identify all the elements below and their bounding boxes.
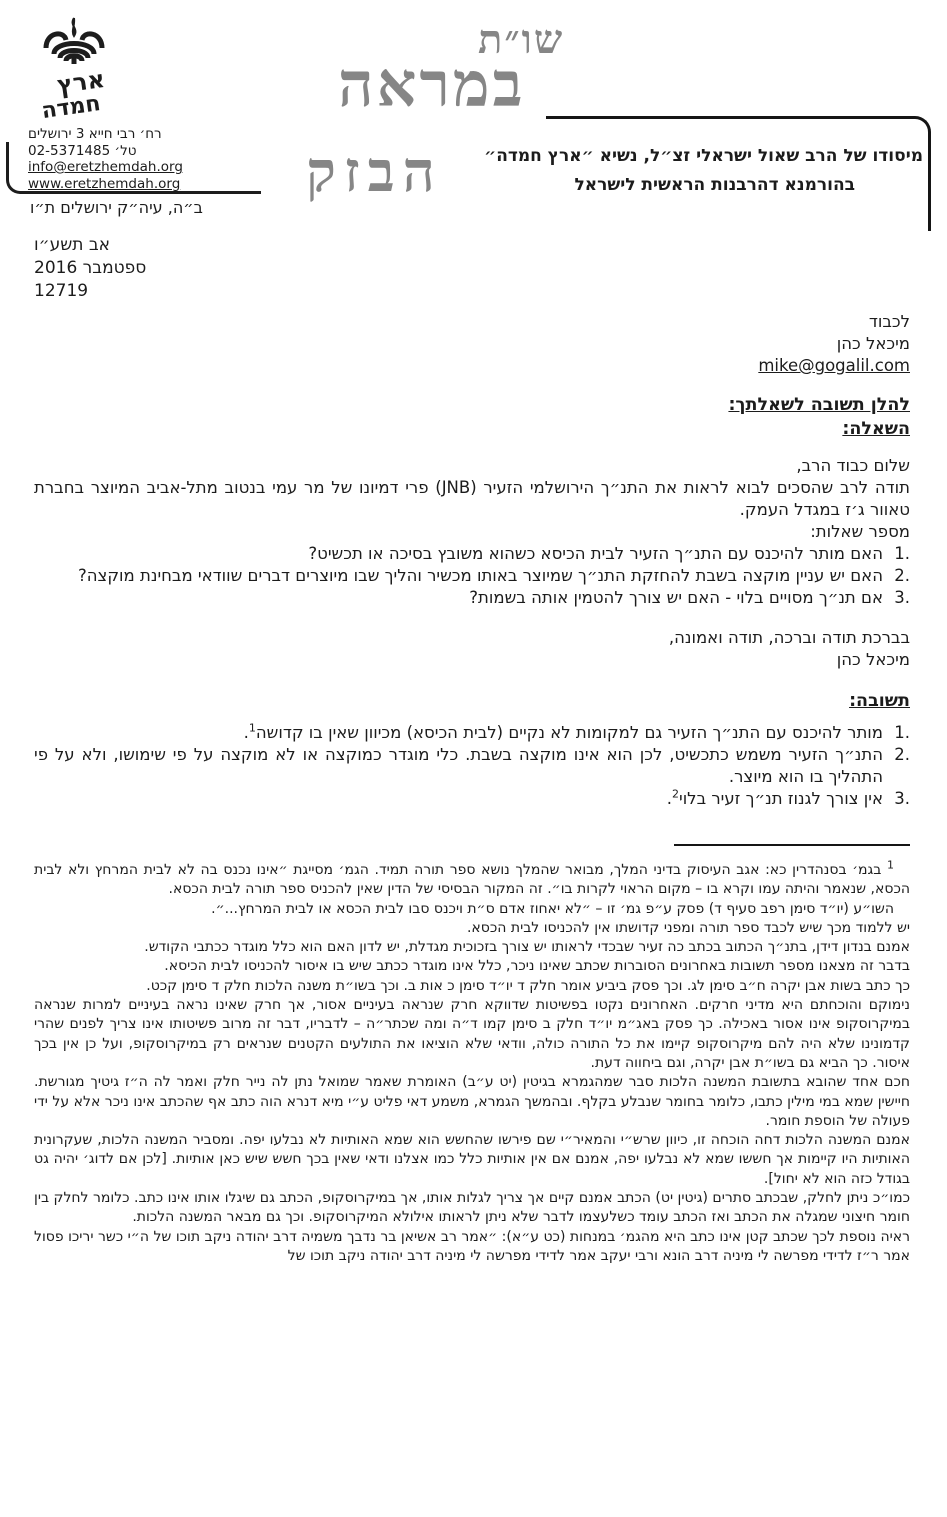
answer-item-text	[34, 744, 883, 788]
blessing-city-line: ב״ה, עיה״ק ירושלים ת״ו	[30, 198, 203, 217]
answer-item-body: מותר להיכנס עם התנ״ך הזעיר גם למקומות לא נקיים (לבית הכיסא) מכיוון שאין בו קדושה	[255, 723, 883, 742]
footnote-text: אמנם בנדון דידן, בתנ״ך הכתוב בכתב כה זעיר שבכדי לראותו יש צורך בזכוכית מגדלת, יש לדון האם הוא כלל מוגדר ככתבי הקודש.	[144, 939, 910, 956]
footnote-ref-1: 1	[248, 721, 256, 735]
menorah-flame-icon	[46, 18, 102, 64]
answer-item-body: התנ״ך הזעיר משמש כתכשיט, לכן הוא אינו מוקצה בשבת. כלי מוגדר כמוקצה או לא מוקצה על פי שימושו, ולא על פי התהליך בו הוא מיוצר.	[34, 745, 883, 786]
reference-number: 12719	[34, 281, 89, 301]
contact-block	[28, 126, 183, 192]
footnote-text: אמנם המשנה הלכות דחה הוכחה זו, כיוון שרש״י והמאיר״י שם פירשו שהחשש הוא שמא האותיות לא נבלעו יפה. ומסביר המשנה הלכות, שעקרונית האותיות היו קיימות אך חששו שמא לא נבלעו יפה, אמנם אם אין אותיות כלל כמו אצלנו ודאי שאין בכך חשש שיש כאן אותיות. [לכן אם לדוג׳ יהיה גט בגודל כזה הוא לא יחול].	[34, 1132, 910, 1187]
answer-item-text	[34, 788, 883, 810]
footnote-paragraph	[34, 938, 910, 957]
logo-text-bottom: חמדה	[40, 91, 103, 125]
question-item-number: 1.	[894, 544, 910, 563]
masthead-bracket-line	[546, 116, 931, 231]
recipient-email-link[interactable]: mike@gogalil.com	[758, 356, 910, 375]
footnote-text: כך כתב בשות אבן יקרה ח״ב סימן לג. וכך פסק ביביע אומר חלק ד יו״ד סימן כ אות ב. וכך בשו״ת משנה הלכות חלק ד סימן קכט.	[146, 977, 910, 994]
contact-email-link[interactable]: info@eretzhemdah.org	[28, 159, 183, 175]
question-closing: בברכת תודה וברכה, תודה ואמונה,	[668, 628, 910, 647]
answer-item	[34, 744, 910, 788]
answer-item-text	[34, 722, 883, 744]
answer-item-tail: .	[666, 789, 672, 808]
answer-item	[34, 722, 910, 744]
letter-body	[0, 234, 947, 1266]
masthead-subtitle-founder: מיסודו של הרב שאול ישראלי זצ״ל, נשיא ״ארץ חמדה״	[484, 146, 923, 166]
footnote-text: ראיה נוספת לכך שכתב קטן אינו כתב היא מהגמ׳ במנחות (כט ע״א): ״אמר רב אשיאן בר נדבך משמיה דרב יהודה ניקב תוכו של ה״י כשר יריכו פסול אמר ר״ז לדידי מפרשה לי מיניה דרב הונא ורבי יעקב אמר לדידי מפרשה לי מיניה דרב יהודה ניקב תוכו של	[34, 1228, 910, 1264]
footnote-ref-2: 2	[672, 787, 679, 801]
answer-item-number: 2.	[894, 745, 910, 764]
contact-website-link[interactable]: www.eretzhemdah.org	[28, 175, 181, 192]
footnote-paragraph	[34, 858, 910, 900]
reply-intro-heading: להלן תשובה לשאלתך:	[728, 395, 910, 415]
question-list	[34, 543, 910, 609]
contact-address: רח׳ רבי חייא 3 ירושלים	[28, 126, 162, 142]
question-intro-paragraph: תודה לרב שהסכים לבוא לראות את התנ״ך הירושלמי הזעיר (JNB) פרי דמיונו של מר עמי בנטוב מתל-אביב המיוצר בחברת טאוור ג׳ז במגדל העמק.	[34, 478, 910, 519]
recipient-name: מיכאל כהן	[836, 334, 910, 353]
question-heading: השאלה:	[842, 419, 910, 439]
answer-heading: תשובה:	[849, 691, 910, 711]
letterhead	[0, 0, 947, 232]
footnote-paragraph	[34, 957, 910, 976]
hebrew-date: אב תשע״ו	[34, 235, 111, 255]
gregorian-date: ספטמבר 2016	[34, 258, 147, 278]
answer-item	[34, 788, 910, 810]
recipient-honorific: לכבוד	[868, 312, 910, 331]
question-item	[34, 587, 910, 609]
date-block	[34, 234, 910, 303]
masthead-title-word2: במראה	[338, 48, 526, 121]
answer-item-tail: .	[243, 723, 249, 742]
masthead-title-word3: הבזק	[306, 139, 443, 205]
question-item-number: 2.	[894, 566, 910, 585]
answer-item-number: 3.	[894, 789, 910, 808]
footnote-marker-1: 1	[887, 858, 895, 872]
footnote-paragraph	[34, 996, 910, 1073]
eretz-hemdah-logo	[24, 14, 124, 126]
footnote-text: נימוקם והוכחתם היא מדיני חרקים. האחרונים נקטו בפשיטות שדווקא חרק שנראה בעיניים אסור, אך חרק שאינו נראה בעיניים למרות שנראה במיקרוסקופ אינו אסור באכילה. כך פסק באג״מ יו״ד חלק ב סימן קמו ד״ה ומה שכתר״ה – לדבריו, דבר זה מרוב פשיטותו אינו צריך לפנים שהרי קדמונינו שלא היה להם מיקרוסקופ קיימו את כל התורה כולה, וודאי שלא הוציאו את התולעים הקטנים שנראים רק במיקרוסקופ, ועל כן אין בכך איסור. כך הביא גם בשו״ת אבן יקרה, וגם ביחווה דעת.	[34, 997, 910, 1071]
question-item-number: 3.	[894, 588, 910, 607]
footnote-text: חכם אחד שהובא בתשובת המשנה הלכות סבר שמהגמרא בגיטין (יט ע״ב) האומרת שאמר שמואל נתן לה נייר חלק ואמר לה ה״ז גיטיך מגורשת. חיישין שמא במי מילין כתבו, כלומר בחומר שנבלע בקלף. ובהמשך הגמרא, משמע דאי פליט ע״י מיא דנרא הוה כתב אף שהכתב אינו ניכר אלא על ידי פעולה של הוספת חומר.	[34, 1074, 910, 1129]
answer-item-number: 1.	[894, 723, 910, 742]
footnote-paragraph	[34, 900, 910, 919]
answer-list	[34, 722, 910, 810]
question-list-intro: מספר שאלות:	[810, 522, 910, 541]
question-item-text: האם מותר להיכנס עם התנ״ך הזעיר לבית הכיסא כשהוא משובץ בסיכה או תכשיט?	[308, 544, 883, 563]
question-signature: מיכאל כהן	[836, 650, 910, 669]
footnote-paragraph	[34, 1228, 910, 1267]
contact-phone: טל׳ 02-5371485	[28, 142, 137, 159]
recipient-block	[34, 311, 910, 377]
question-item-text: האם יש עניין מוקצה בשבת להחזקת התנ״ך שמיוצר באותו מכשיר והליך שבו מיוצרים דברים שוודאי מבחינת מוקצה?	[78, 566, 883, 585]
footnotes-block	[34, 858, 910, 1266]
masthead-subtitle-authority: בהורמנא דהרבנות הראשית לישראל	[574, 175, 855, 195]
answer-item-body: אין צורך לגנוז תנ״ך זעיר בלוי	[679, 789, 883, 808]
footnote-paragraph	[34, 1073, 910, 1131]
question-greeting: שלום כבוד הרב,	[796, 456, 910, 475]
masthead-title-word1: שו״ת	[478, 16, 565, 63]
footnote-paragraph	[34, 1131, 910, 1189]
footnote-text: כמו״כ ניתן לחלק, שבכתב סתרים (גיטין יט) הכתב אמנם קיים אך צריך לגלות אותו, אך במיקרוסקופ, הכתב גם שיגלו אותו אינו כתב. כלומר לחלק בין חומר חיצוני שמגלה את הכתב ואז הכתב עומד כשלעצמו לדבר שלא ניתן לראותו אילולא המיקרוסקופ. וכך גם מבאר המשנה הלכות.	[34, 1190, 910, 1226]
footnote-text: השו״ע (יו״ד סימן רפב סעיף ד) פסק ע״פ גמ׳ זו – ״לא יאחוז אדם ס״ת ויכנס סבו לבית הכסא או לבית המרחץ...״.	[211, 900, 894, 917]
logo-text-top: ארץ	[55, 64, 107, 100]
footnote-text: בגמ׳ בסנהדרין כא: אגב העיסוק בדיני המלך, מבואר שהמלך נושא ספר תורה תמיד. הגמ׳ מסייגת ״אינו נכנס בה לא לבית המרחץ ולא לבית הכסא, שנאמר והיתה עמו וקרא בו – מקום הראוי לקרות בו״. זה המקור הבסיסי של הדין שאין להכניס ספר תורה לבית הכסא.	[34, 862, 910, 898]
footnote-separator-line	[674, 844, 910, 846]
footnote-paragraph	[34, 919, 910, 938]
footnote-paragraph	[34, 1189, 910, 1228]
question-item	[34, 565, 910, 587]
footnote-text: בדבר זה מצאנו מספר תשובות באחרונים הסוברות שכתב שאינו ניכר, כלל אינו מוגדר ככתב שיש בו איסור להכניסו לבית הכיסא.	[164, 958, 910, 975]
footnote-paragraph	[34, 977, 910, 996]
question-item-text: אם תנ״ך מסויים בלוי - האם יש צורך להטמין אותה בשמות?	[469, 588, 883, 607]
question-item	[34, 543, 910, 565]
footnote-text: יש ללמוד מכך שיש לכבד ספר תורה ומפני קדושתו אין להכניסו לבית הכסא.	[466, 919, 910, 936]
